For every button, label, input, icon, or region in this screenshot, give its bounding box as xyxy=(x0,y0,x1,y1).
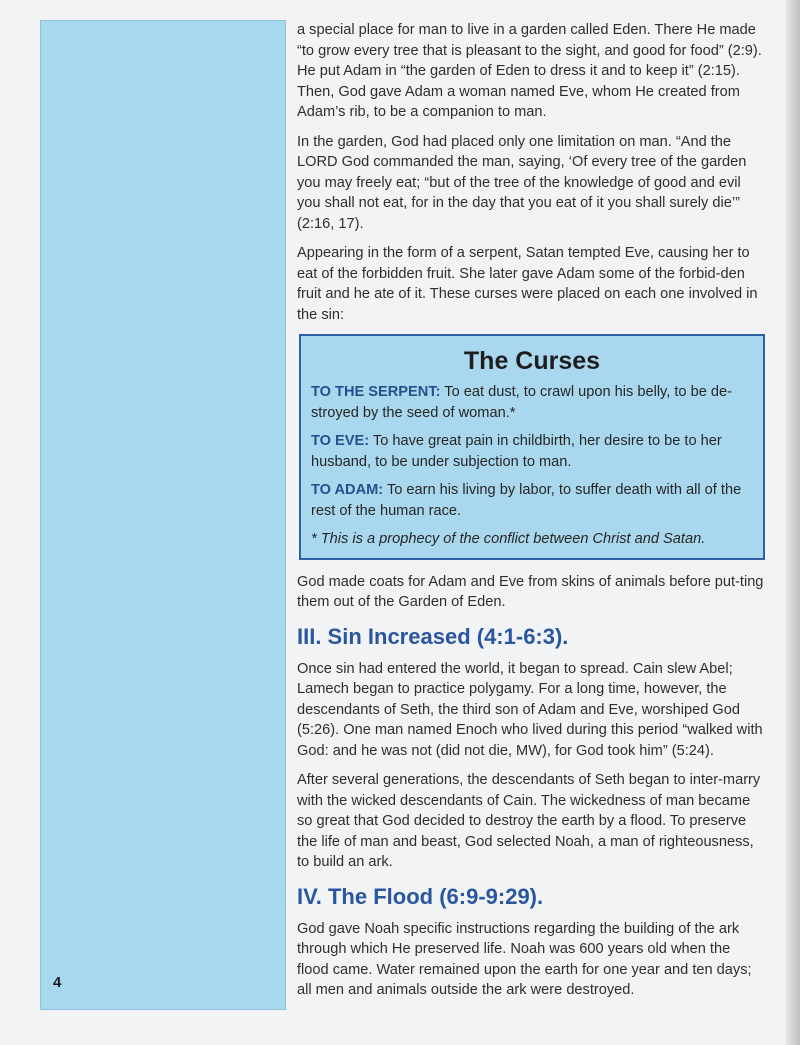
paragraph: Appearing in the form of a serpent, Satan tempted Eve, causing her to eat of the forbidden fruit. She later gave Adam some of the forbid-den fruit and he ate of it. These curses were placed on each one involved in the sin: xyxy=(297,245,758,323)
sidebar-panel xyxy=(40,20,286,1010)
curse-text: To eat dust, to crawl upon his belly, to be de-stroyed by the seed of woman.* xyxy=(311,384,732,421)
page-edge xyxy=(786,0,800,1045)
curse-eve xyxy=(311,431,753,472)
curse-text: To have great pain in childbirth, her desire to be to her husband, to be under subjection to man. xyxy=(311,433,722,470)
main-content xyxy=(297,20,765,1010)
section-heading: III. Sin Increased (4:1-6:3). xyxy=(297,623,569,649)
curse-label: TO THE SERPENT: xyxy=(311,384,441,400)
paragraph: a special place for man to live in a garden called Eden. There He made “to grow every tree that is pleasant to the sight, and good for food” (2:9). He put Adam in “the garden of Eden to dress it and to keep it” (2:15). Then, God gave Adam a woman named Eve, whom He created from Adam’s rib, to be a companion to man. xyxy=(297,22,762,120)
paragraph: God gave Noah specific instructions regarding the building of the ark through which He preserved life. Noah was 600 years old when the flood came. Water remained upon the earth for one year and ten days; all men and animals outside the ark were destroyed. xyxy=(297,920,752,998)
page-number: 4 xyxy=(53,974,62,991)
curses-box xyxy=(299,334,765,560)
section-heading: IV. The Flood (6:9-9:29). xyxy=(297,883,544,909)
curse-serpent xyxy=(311,382,753,423)
curses-title: The Curses xyxy=(463,347,601,375)
paragraph: After several generations, the descendants of Seth began to inter-marry with the wicked descendants of Cain. The wickedness of man became so great that God decided to destroy the earth by a flood. To preserve the life of man and beast, God selected Noah, a man of righteousness, to build an ark. xyxy=(297,772,761,870)
curse-adam xyxy=(311,480,753,521)
curse-text: To earn his living by labor, to suffer death with all of the rest of the human race. xyxy=(311,482,742,519)
paragraph: Once sin had entered the world, it began to spread. Cain slew Abel; Lamech began to practice polygamy. For a long time, however, the descendants of Seth, the third son of Adam and Eve, worshiped God (5:26). One man named Enoch who lived during this period “walked with God: and he was not (did not die, MW), for God took him” (5:24). xyxy=(297,660,763,759)
curses-footnote: * This is a prophecy of the conflict between Christ and Satan. xyxy=(311,531,706,547)
paragraph: In the garden, God had placed only one limitation on man. “And the LORD God commanded the man, saying, ‘Of every tree of the garden you may freely eat; “but of the tree of the knowledge of good and evil you shall not eat, for in the day that you eat of it you shall surely die’” (2:16, 17). xyxy=(297,133,747,232)
curse-label: TO EVE: xyxy=(311,433,370,449)
curse-label: TO ADAM: xyxy=(311,482,384,498)
paragraph: God made coats for Adam and Eve from skins of animals before put-ting them out of the Garden of Eden. xyxy=(297,573,764,610)
